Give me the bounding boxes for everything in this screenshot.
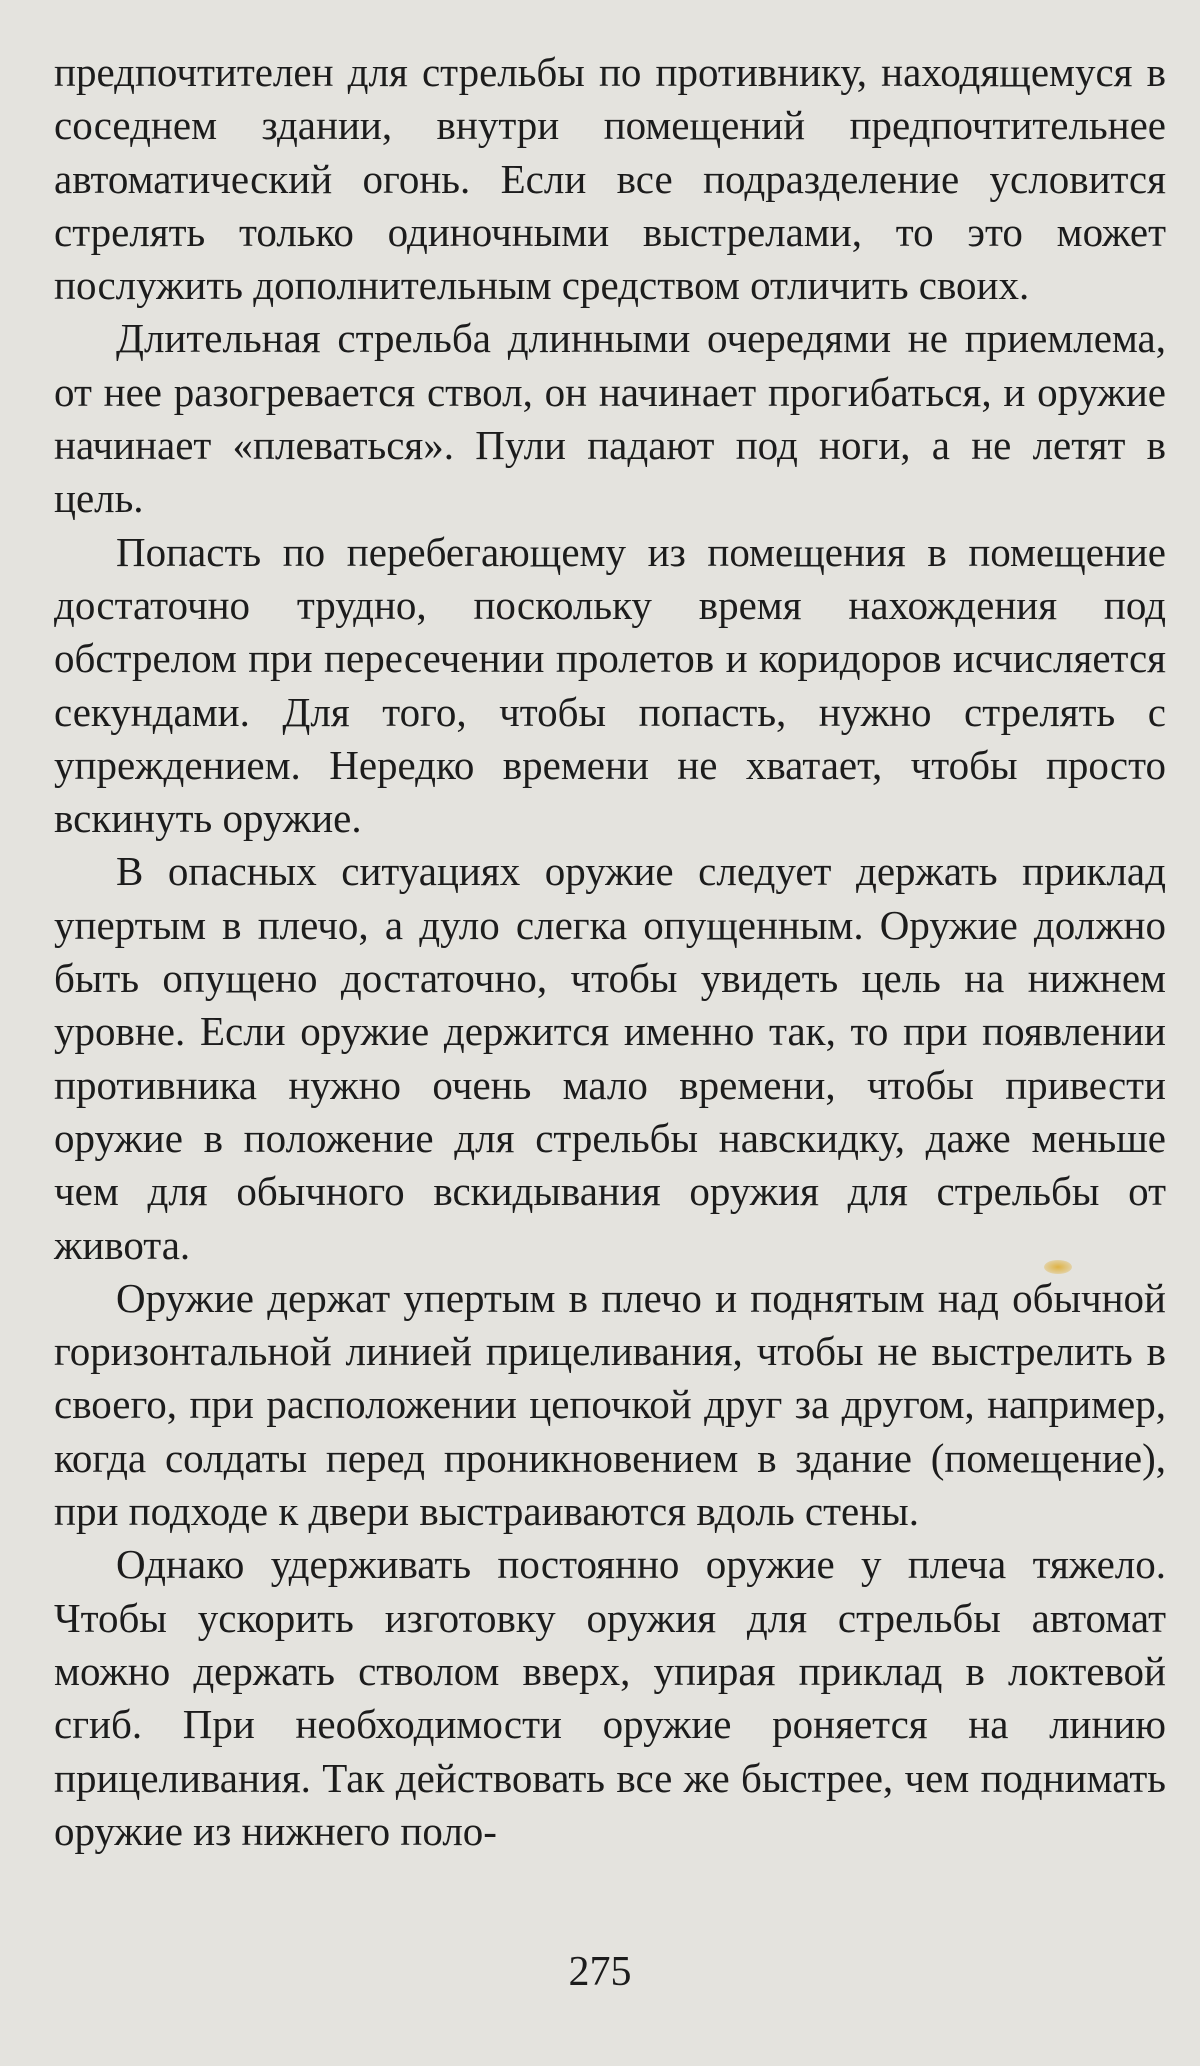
- body-text: [54, 46, 1166, 1858]
- yellow-stain-mark: [1044, 1260, 1072, 1274]
- page-number: 275: [568, 1949, 632, 1995]
- paragraph-4: В опасных ситуациях оружие следует держать приклад упертым в плечо, а дуло слегка опущенным. Оружие должно быть опущено достаточно, чтобы увидеть цель на нижнем уровне. Если оружие держится именно так, то при появлении противника нужно очень мало времени, чтобы привести оружие в положение для стрельбы навскидку, даже меньше чем для обычного вскидывания оружия для стрельбы от живота.: [54, 848, 1166, 1268]
- paragraph-5: Оружие держат упертым в плечо и поднятым над обычной горизонтальной линией прицеливания, чтобы не выстрелить в своего, при расположении цепочкой друг за другом, например, когда солдаты перед проникновением в здание (помещение), при подходе к двери выстраиваются вдоль стены.: [54, 1274, 1166, 1535]
- paragraph-2: Длительная стрельба длинными очередями не приемлема, от нее разогревается ствол, он начинает прогибаться, и оружие начинает «плеваться». Пули падают под ноги, а не летят в цель.: [54, 315, 1166, 522]
- paragraph-3: Попасть по перебегающему из помещения в помещение достаточно трудно, поскольку время нахождения под обстрелом при пересечении пролетов и коридоров исчисляется секундами. Для того, чтобы попасть, нужно стрелять с упреждением. Нередко времени не хватает, чтобы просто вскинуть оружие.: [54, 528, 1166, 842]
- paragraph-6: Однако удерживать постоянно оружие у плеча тяжело. Чтобы ускорить изготовку оружия для стрельбы автомат можно держать стволом вверх, упирая приклад в локтевой сгиб. При необходимости оружие роняется на линию прицеливания. Так действовать все же быстрее, чем поднимать оружие из нижнего поло-: [54, 1541, 1166, 1854]
- paragraph-1: предпочтителен для стрельбы по противнику, находящемуся в соседнем здании, внутри помещений предпочтительнее автоматический огонь. Если все подразделение условится стрелять только одиночными выстрелами, то это может послужить дополнительным средством отличить своих.: [54, 49, 1166, 309]
